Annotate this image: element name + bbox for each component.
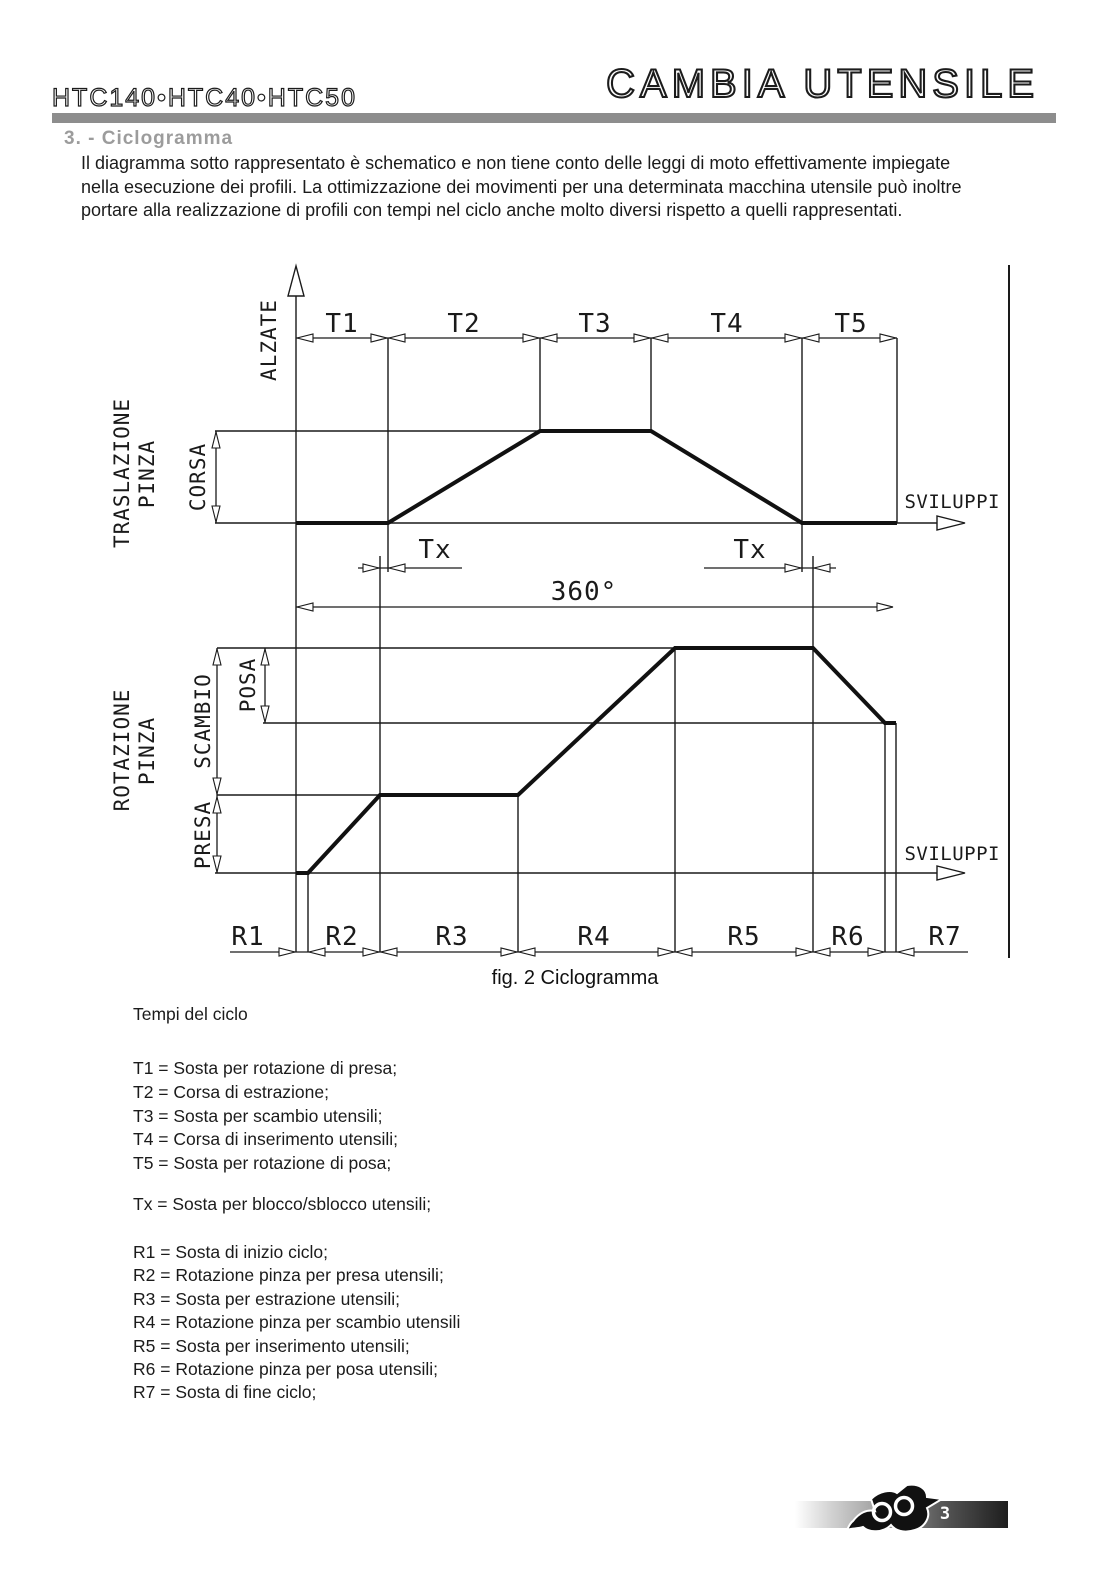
legend-heading: Tempi del ciclo bbox=[133, 1004, 248, 1024]
legend-item-r5: R5 = Sosta per inserimento utensili; bbox=[133, 1335, 410, 1356]
label-posa: POSA bbox=[236, 657, 260, 713]
legend-item-tx: Tx = Sosta per blocco/sblocco utensili; bbox=[133, 1194, 432, 1214]
label-r2: R2 bbox=[325, 922, 359, 952]
label-sviluppi-bottom: SVILUPPI bbox=[904, 843, 1000, 865]
label-t3: T3 bbox=[578, 309, 612, 339]
legend-item-r2: R2 = Rotazione pinza per presa utensili; bbox=[133, 1265, 444, 1286]
label-alzate: ALZATE bbox=[257, 299, 281, 381]
label-t1: T1 bbox=[325, 309, 359, 339]
label-corsa: CORSA bbox=[186, 442, 210, 512]
label-t4: T4 bbox=[710, 309, 744, 339]
label-360: 360° bbox=[550, 577, 618, 607]
paragraph-line: portare alla realizzazione di profili con tempi nel ciclo anche molto diversi rispetto a quelli rappresentati. bbox=[81, 200, 903, 220]
legend-item-r3: R3 = Sosta per estrazione utensili; bbox=[133, 1288, 401, 1309]
axis-arrowheads bbox=[288, 266, 965, 880]
legend-item-t3: T3 = Sosta per scambio utensili; bbox=[133, 1105, 383, 1126]
label-r5: R5 bbox=[727, 922, 761, 952]
label-sviluppi-top: SVILUPPI bbox=[904, 491, 1000, 513]
traslazione-profile bbox=[296, 431, 897, 523]
section-heading: 3. - Ciclogramma bbox=[64, 128, 234, 149]
page-title: CAMBIA UTENSILE bbox=[606, 62, 1039, 106]
model-codes: HTC140•HTC40•HTC50 bbox=[52, 84, 357, 112]
label-traslazione: TRASLAZIONE bbox=[110, 397, 134, 549]
paragraph-line: nella esecuzione dei profili. La ottimizzazione dei movimenti per una determinata macchina utensile può inoltre bbox=[81, 176, 962, 197]
legend-item-t2: T2 = Corsa di estrazione; bbox=[133, 1081, 329, 1102]
label-r1: R1 bbox=[231, 922, 265, 952]
label-pinza-bottom: PINZA bbox=[135, 716, 159, 786]
label-r7: R7 bbox=[928, 922, 962, 952]
legend-item-r7: R7 = Sosta di fine ciclo; bbox=[133, 1382, 317, 1403]
label-tx-right: Tx bbox=[733, 535, 767, 565]
diagram-grid-lines bbox=[215, 273, 940, 952]
legend-t-items bbox=[133, 1057, 398, 1176]
legend-item-t1: T1 = Sosta per rotazione di presa; bbox=[133, 1058, 398, 1078]
motion-profiles bbox=[296, 431, 897, 873]
label-r6: R6 bbox=[831, 922, 865, 952]
legend-item-r1: R1 = Sosta di inizio ciclo; bbox=[133, 1242, 329, 1262]
label-tx-left: Tx bbox=[418, 535, 452, 565]
diagram-labels bbox=[110, 299, 1000, 952]
label-presa: PRESA bbox=[191, 800, 215, 870]
label-scambio: SCAMBIO bbox=[191, 673, 215, 769]
page-number: 3 bbox=[939, 1504, 951, 1524]
legend-item-t5: T5 = Sosta per rotazione di posa; bbox=[133, 1153, 392, 1174]
legend-r-items bbox=[133, 1241, 460, 1405]
figure-caption: fig. 2 Ciclogramma bbox=[491, 967, 659, 989]
label-t2: T2 bbox=[447, 309, 481, 339]
label-r3: R3 bbox=[435, 922, 469, 952]
label-pinza-top: PINZA bbox=[135, 439, 159, 509]
label-r4: R4 bbox=[577, 922, 611, 952]
paragraph-line: Il diagramma sotto rappresentato è schematico e non tiene conto delle leggi di moto effettivamente impiegate bbox=[81, 153, 951, 173]
legend-item-t4: T4 = Corsa di inserimento utensili; bbox=[133, 1129, 399, 1150]
rotazione-profile bbox=[296, 648, 896, 873]
legend-item-r4: R4 = Rotazione pinza per scambio utensili bbox=[133, 1312, 461, 1333]
legend-item-r6: R6 = Rotazione pinza per posa utensili; bbox=[133, 1359, 438, 1380]
label-rotazione: ROTAZIONE bbox=[110, 688, 134, 812]
label-t5: T5 bbox=[834, 309, 868, 339]
